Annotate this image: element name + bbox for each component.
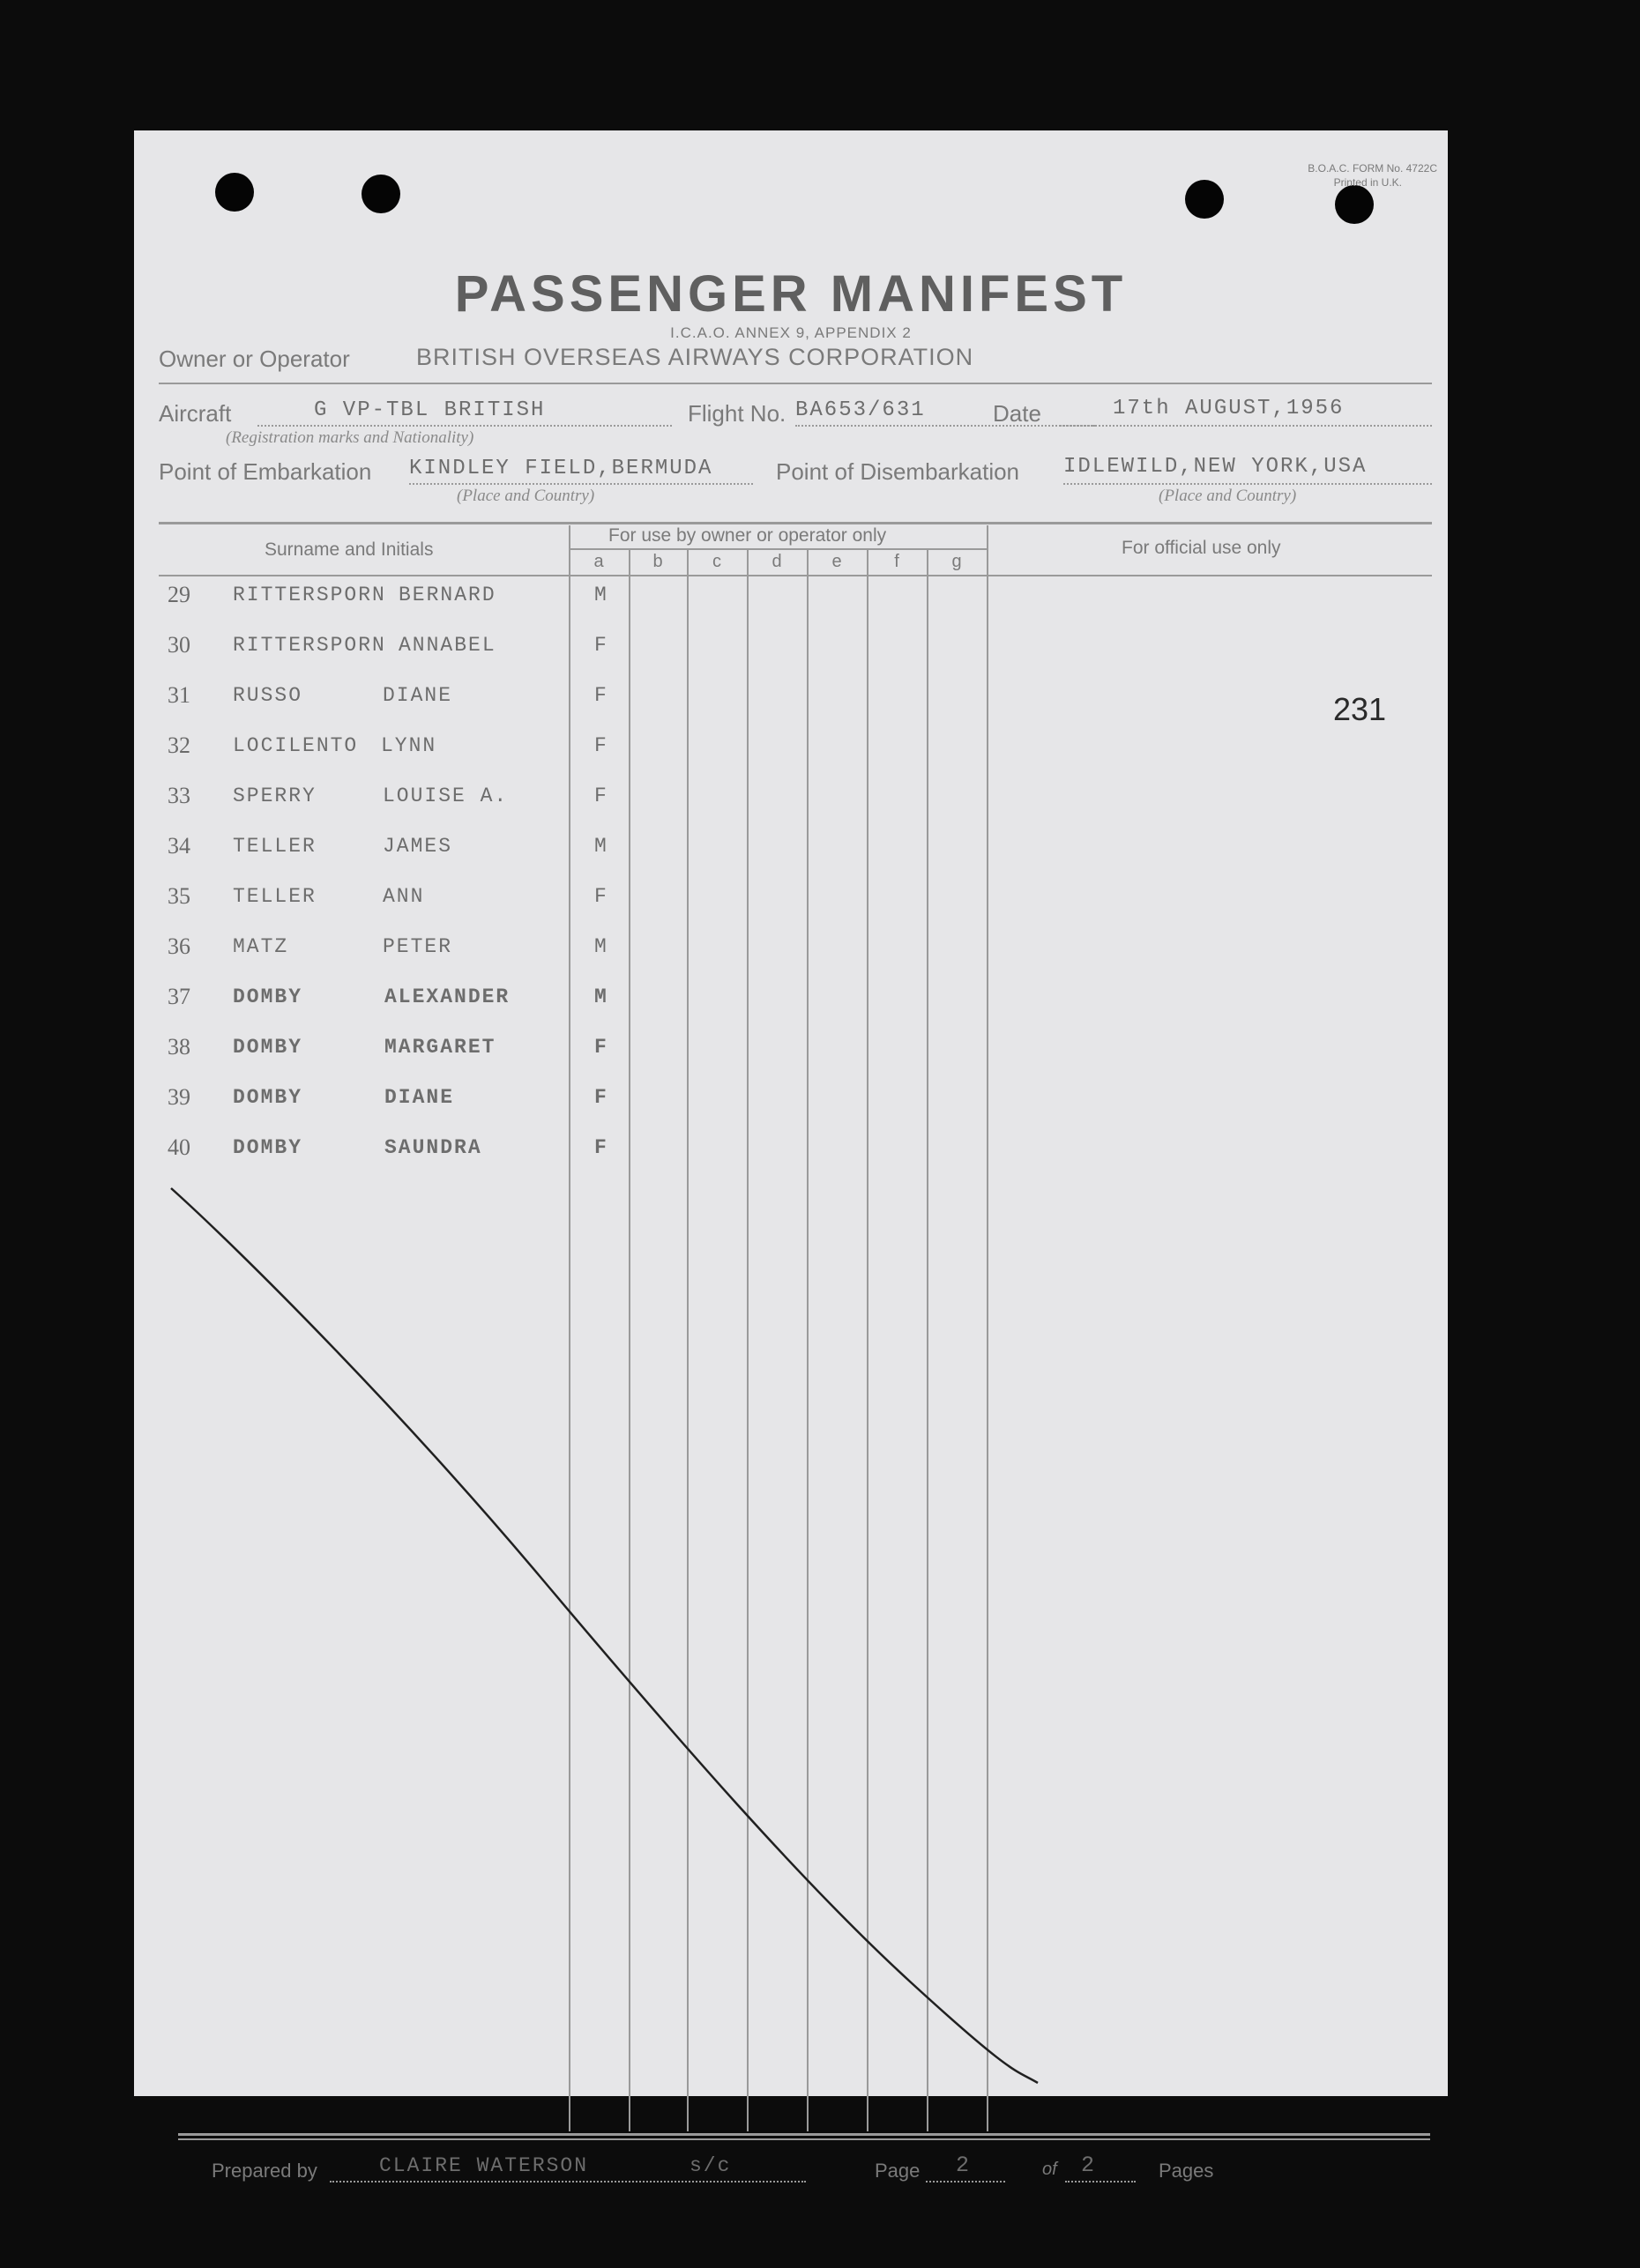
surname: DOMBY — [233, 985, 303, 1008]
aircraft-value: G VP-TBL BRITISH — [314, 398, 546, 422]
column-letter: a — [593, 552, 604, 571]
surname: MATZ — [233, 935, 289, 958]
row-number: 38 — [168, 1034, 190, 1060]
row-number: 40 — [168, 1134, 190, 1160]
footer-rule — [178, 2138, 1430, 2140]
row-number: 35 — [168, 883, 190, 909]
flight-label: Flight No. — [688, 400, 786, 427]
sex: M — [594, 584, 608, 606]
row-number: 39 — [168, 1084, 190, 1110]
given-name: LOUISE A. — [383, 785, 509, 807]
embarkation-caption: (Place and Country) — [457, 487, 595, 505]
sex: F — [594, 684, 608, 707]
official-note: 231 — [1333, 691, 1387, 727]
owner-value: BRITISH OVERSEAS AIRWAYS CORPORATION — [416, 344, 974, 370]
prepared-by-value: CLAIRE WATERSON — [379, 2154, 589, 2177]
surname-header: Surname and Initials — [265, 539, 434, 560]
given-name: DIANE — [384, 1086, 455, 1109]
row-number: 36 — [168, 933, 190, 959]
column-letter: g — [951, 552, 962, 571]
sex: F — [594, 634, 608, 657]
sex: F — [594, 1136, 608, 1159]
page-of-label: of — [1042, 2160, 1057, 2179]
given-name: PETER — [383, 935, 453, 958]
surname: DOMBY — [233, 1136, 303, 1159]
page-label: Page — [875, 2160, 921, 2182]
given-name: JAMES — [383, 835, 453, 858]
sex: F — [594, 734, 608, 757]
given-name: MARGARET — [384, 1036, 496, 1059]
sex: M — [594, 835, 608, 858]
given-name: SAUNDRA — [384, 1136, 482, 1159]
column-letter: e — [831, 552, 842, 571]
surname: RITTERSPORN — [233, 634, 386, 657]
flight-value: BA653/631 — [795, 398, 926, 422]
column-letter: b — [652, 552, 663, 571]
dotted-line — [1065, 2181, 1136, 2182]
aircraft-label: Aircraft — [159, 400, 232, 427]
pages-label: Pages — [1159, 2160, 1214, 2182]
embarkation-label: Point of Embarkation — [159, 458, 372, 485]
owner-label: Owner or Operator — [159, 346, 350, 372]
official-use-header: For official use only — [1122, 538, 1281, 558]
footer-rule — [178, 2133, 1430, 2136]
row-number: 29 — [168, 582, 190, 607]
dotted-line — [330, 2181, 806, 2182]
surname: TELLER — [233, 885, 317, 908]
dotted-line — [926, 2181, 1005, 2182]
given-name: ANN — [383, 885, 425, 908]
column-letter: f — [894, 552, 899, 571]
page-subtitle: I.C.A.O. ANNEX 9, APPENDIX 2 — [670, 324, 912, 341]
surname: DOMBY — [233, 1036, 303, 1059]
row-number: 37 — [168, 984, 190, 1009]
manifest-page — [134, 130, 1448, 2182]
form-number: B.O.A.C. FORM No. 4722C — [1308, 162, 1437, 175]
prepared-by-label: Prepared by — [212, 2160, 317, 2182]
column-letter: d — [772, 552, 782, 571]
printed-in: Printed in U.K. — [1333, 176, 1402, 189]
disembarkation-label: Point of Disembarkation — [776, 458, 1020, 485]
surname: DOMBY — [233, 1086, 303, 1109]
sex: F — [594, 1036, 608, 1059]
disembarkation-value: IDLEWILD,NEW YORK,USA — [1063, 455, 1368, 479]
given-name: LYNN — [381, 734, 437, 757]
given-name: ANNABEL — [399, 634, 496, 657]
surname: LOCILENTO — [233, 734, 359, 757]
aircraft-caption: (Registration marks and Nationality) — [226, 428, 474, 447]
surname: TELLER — [233, 835, 317, 858]
given-name: ALEXANDER — [384, 985, 511, 1008]
sex: F — [594, 1086, 608, 1109]
row-number: 33 — [168, 783, 190, 808]
row-number: 30 — [168, 632, 190, 658]
owner-use-header: For use by owner or operator only — [608, 525, 887, 546]
date-value: 17th AUGUST,1956 — [1113, 397, 1345, 420]
sex: M — [594, 985, 608, 1008]
page-current: 2 — [956, 2153, 972, 2178]
sex: M — [594, 935, 608, 958]
sex: F — [594, 785, 608, 807]
surname: RUSSO — [233, 684, 303, 707]
page-title: PASSENGER MANIFEST — [454, 265, 1128, 323]
column-letter: c — [712, 552, 721, 571]
date-label: Date — [993, 400, 1041, 427]
row-number: 34 — [168, 833, 190, 859]
prepared-by-suffix: s/c — [690, 2154, 732, 2177]
sex: F — [594, 885, 608, 908]
surname: RITTERSPORN — [233, 584, 386, 606]
row-number: 31 — [168, 682, 190, 708]
disembarkation-caption: (Place and Country) — [1159, 487, 1297, 505]
row-number: 32 — [168, 732, 190, 758]
given-name: BERNARD — [399, 584, 496, 606]
surname: SPERRY — [233, 785, 317, 807]
embarkation-value: KINDLEY FIELD,BERMUDA — [409, 457, 713, 480]
given-name: DIANE — [383, 684, 453, 707]
page-total: 2 — [1081, 2153, 1097, 2178]
strike-through-line — [134, 130, 1448, 2096]
